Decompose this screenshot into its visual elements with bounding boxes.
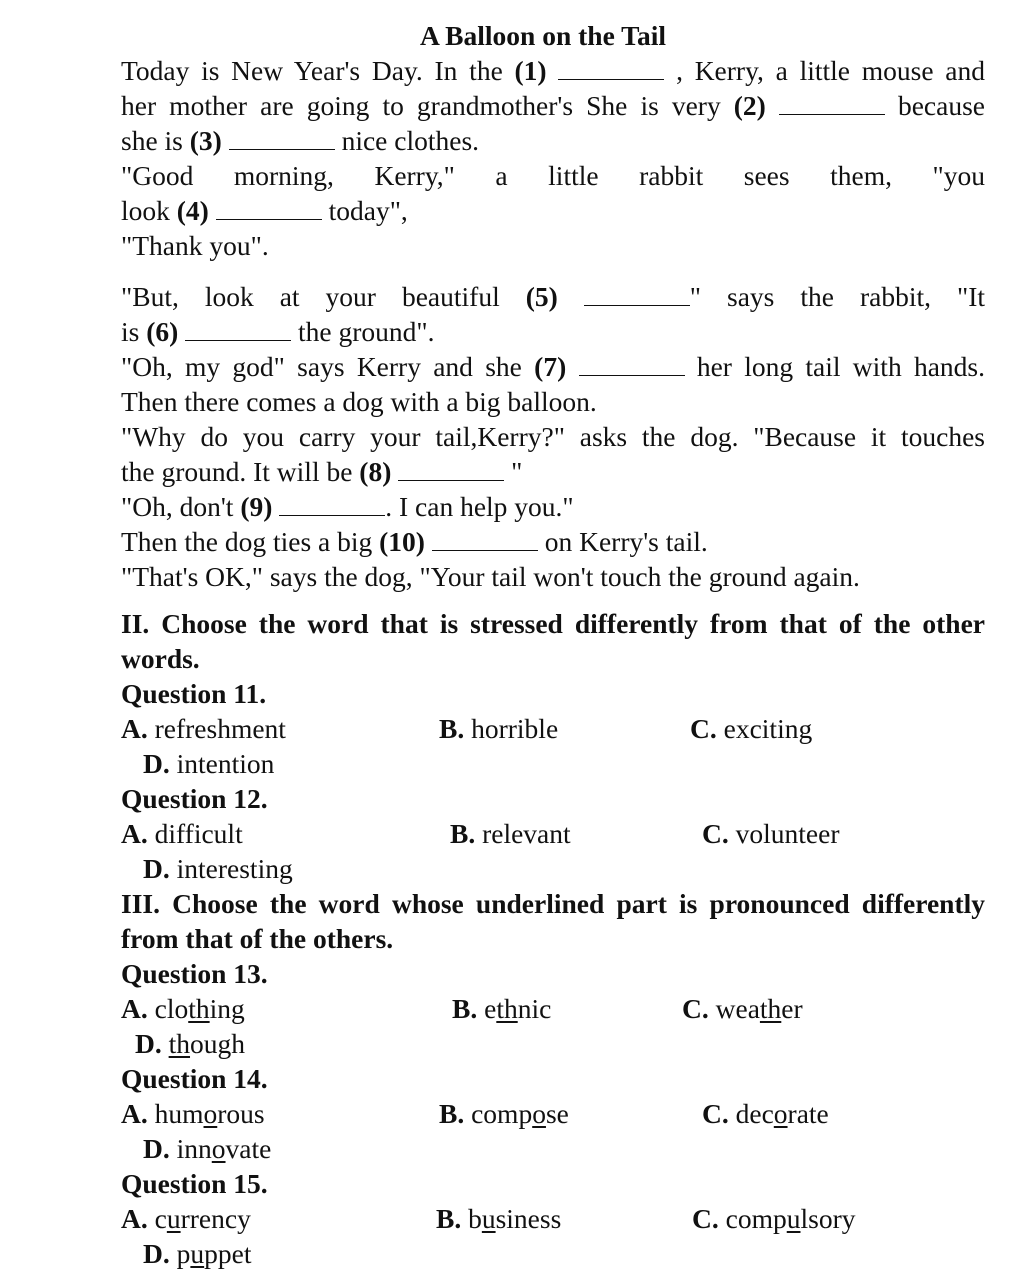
question-14-label: Question 14. [121, 1063, 268, 1094]
option-letter: D. [143, 1238, 170, 1269]
question-12-label: Question 12. [121, 783, 268, 814]
word-part: nic [517, 993, 552, 1024]
passage-line [121, 123, 985, 158]
option-letter: A. [121, 1203, 148, 1234]
word-part: clo [154, 993, 189, 1024]
option-letter: A. [121, 713, 148, 744]
text: her long tail with hands. [684, 351, 986, 382]
question-12-options [121, 816, 985, 851]
blank-number: (10) [379, 526, 425, 557]
option-d[interactable] [143, 1131, 271, 1166]
option-letter: D. [143, 1133, 170, 1164]
option-b[interactable] [439, 1096, 569, 1131]
word-part: rous [217, 1098, 265, 1129]
question-14-options [121, 1096, 985, 1131]
underlined-part: u [786, 1203, 801, 1234]
underlined-part: th [496, 993, 518, 1024]
blank-2[interactable] [779, 90, 885, 115]
text: her mother are going to grandmother's She is very [121, 90, 734, 121]
blank-number: (6) [146, 316, 179, 347]
passage-line: "That's OK," says the dog, "Your tail won't touch the ground again. [121, 561, 860, 592]
word-part: p [176, 1238, 191, 1269]
option-a[interactable] [121, 1201, 251, 1236]
passage-line [121, 53, 985, 88]
text: , Kerry, a little mouse and [664, 55, 986, 86]
word-part: wea [715, 993, 760, 1024]
question-13-options-row2 [121, 1026, 985, 1061]
blank-number: (7) [534, 351, 567, 382]
question-11-options-row2 [121, 746, 985, 781]
option-letter: C. [690, 713, 717, 744]
text: she is [121, 125, 190, 156]
question-11-label: Question 11. [121, 678, 267, 709]
passage-line: "Good morning, Kerry," a little rabbit sees them, "you [121, 160, 985, 191]
question-13-options [121, 991, 985, 1026]
word-part: ough [190, 1028, 246, 1059]
underlined-part: u [481, 1203, 496, 1234]
option-text: volunteer [735, 818, 840, 849]
word-part: b [468, 1203, 482, 1234]
text: "Oh, don't [121, 491, 241, 522]
option-text: exciting [723, 713, 813, 744]
blank-number: (5) [525, 281, 558, 312]
option-letter: C. [682, 993, 709, 1024]
section-3-heading: III. Choose the word whose underlined part is pronounced differently from that of the others. [121, 888, 985, 954]
text: on Kerry's tail. [537, 526, 708, 557]
question-15-options-row2 [121, 1236, 985, 1271]
word-part: rate [787, 1098, 829, 1129]
passage-line: Then there comes a dog with a big balloon. [121, 386, 597, 417]
option-letter: C. [702, 1098, 729, 1129]
text: Today is New Year's Day. In the [121, 55, 515, 86]
blank-7[interactable] [579, 351, 685, 376]
option-c[interactable] [702, 1096, 829, 1131]
text: is [121, 316, 147, 347]
passage-line [121, 454, 985, 489]
option-b[interactable] [450, 816, 571, 851]
passage-line [121, 88, 985, 123]
option-text: relevant [482, 818, 571, 849]
passage-line [121, 489, 985, 524]
blank-9[interactable] [279, 491, 385, 516]
spacer [121, 594, 985, 606]
text: the ground. It will be [121, 456, 360, 487]
option-c[interactable] [702, 816, 839, 851]
option-a[interactable] [121, 1096, 265, 1131]
option-letter: B. [452, 993, 478, 1024]
text: " says the rabbit, "It [689, 281, 985, 312]
option-b[interactable] [439, 711, 558, 746]
underlined-part: th [759, 993, 782, 1024]
word-part: comp [725, 1203, 787, 1234]
blank-number: (4) [176, 195, 209, 226]
passage-line: "Thank you". [121, 230, 269, 261]
option-a[interactable] [121, 711, 286, 746]
word-part: ppet [204, 1238, 252, 1269]
passage [121, 53, 985, 594]
option-d[interactable] [143, 1236, 251, 1271]
blank-6[interactable] [185, 316, 291, 341]
text: because [884, 90, 985, 121]
underlined-part: th [188, 993, 210, 1024]
blank-1[interactable] [558, 55, 664, 80]
text: "But, look at your beautiful [121, 281, 526, 312]
underlined-part: th [168, 1028, 191, 1059]
blank-4[interactable] [216, 195, 322, 220]
option-a[interactable] [121, 816, 243, 851]
word-part: se [545, 1098, 569, 1129]
option-letter: B. [439, 713, 465, 744]
blank-8[interactable] [398, 456, 504, 481]
word-part: lsory [800, 1203, 856, 1234]
blank-10[interactable] [432, 526, 538, 551]
option-d[interactable] [143, 746, 274, 781]
option-d[interactable] [143, 851, 293, 886]
option-text: interesting [176, 853, 293, 884]
option-text: difficult [154, 818, 243, 849]
question-12-options-row2 [121, 851, 985, 886]
passage-title: A Balloon on the Tail [419, 20, 667, 51]
text: the ground". [291, 316, 435, 347]
word-part: comp [471, 1098, 533, 1129]
option-letter: B. [439, 1098, 465, 1129]
question-15-label: Question 15. [121, 1168, 268, 1199]
word-part: e [484, 993, 497, 1024]
option-c[interactable] [692, 1201, 855, 1236]
option-letter: A. [121, 993, 148, 1024]
underlined-part: o [203, 1098, 218, 1129]
passage-line [121, 349, 985, 384]
option-text: horrible [471, 713, 559, 744]
option-letter: A. [121, 818, 148, 849]
section-2-heading: II. Choose the word that is stressed differently from that of the other words. [121, 608, 985, 674]
word-part: siness [495, 1203, 562, 1234]
underlined-part: o [532, 1098, 546, 1129]
option-letter: D. [143, 748, 170, 779]
option-letter: C. [692, 1203, 719, 1234]
option-c[interactable] [682, 991, 803, 1026]
option-letter: D. [135, 1028, 162, 1059]
option-text: intention [176, 748, 275, 779]
underlined-part: o [773, 1098, 788, 1129]
word-part: vate [225, 1133, 272, 1164]
worksheet [121, 18, 985, 1271]
blank-3[interactable] [229, 125, 335, 150]
option-d[interactable] [135, 1026, 245, 1061]
text: nice clothes. [334, 125, 480, 156]
text: " [504, 456, 523, 487]
text: Then the dog ties a big [121, 526, 380, 557]
passage-line [121, 314, 985, 349]
blank-5[interactable] [584, 281, 690, 306]
passage-line [121, 193, 985, 228]
option-b[interactable] [436, 1201, 561, 1236]
word-part: inn [176, 1133, 212, 1164]
passage-line [121, 524, 985, 559]
word-part: er [781, 993, 803, 1024]
blank-number: (8) [359, 456, 392, 487]
blank-number: (3) [189, 125, 222, 156]
option-letter: C. [702, 818, 729, 849]
option-b[interactable] [452, 991, 551, 1026]
text: look [121, 195, 177, 226]
option-letter: B. [450, 818, 476, 849]
underlined-part: o [211, 1133, 226, 1164]
text: "Oh, my god" says Kerry and she [121, 351, 535, 382]
question-14-options-row2 [121, 1131, 985, 1166]
question-15-options [121, 1201, 985, 1236]
blank-number: (9) [240, 491, 273, 522]
underlined-part: u [166, 1203, 181, 1234]
word-part: rrency [180, 1203, 251, 1234]
question-13-label: Question 13. [121, 958, 268, 989]
option-text: refreshment [154, 713, 286, 744]
passage-line: "Why do you carry your tail,Kerry?" asks the dog. "Because it touches [121, 421, 985, 452]
option-letter: D. [143, 853, 170, 884]
text: today", [321, 195, 408, 226]
word-part: hum [154, 1098, 204, 1129]
blank-number: (1) [514, 55, 547, 86]
option-c[interactable] [690, 711, 812, 746]
word-part: dec [735, 1098, 774, 1129]
blank-number: (2) [733, 90, 766, 121]
passage-line [121, 279, 985, 314]
underlined-part: u [190, 1238, 205, 1269]
word-part: c [154, 1203, 167, 1234]
option-letter: A. [121, 1098, 148, 1129]
spacer [121, 263, 985, 279]
option-a[interactable] [121, 991, 245, 1026]
text: . I can help you." [385, 491, 574, 522]
question-11-options [121, 711, 985, 746]
option-letter: B. [436, 1203, 462, 1234]
word-part: ing [209, 993, 245, 1024]
